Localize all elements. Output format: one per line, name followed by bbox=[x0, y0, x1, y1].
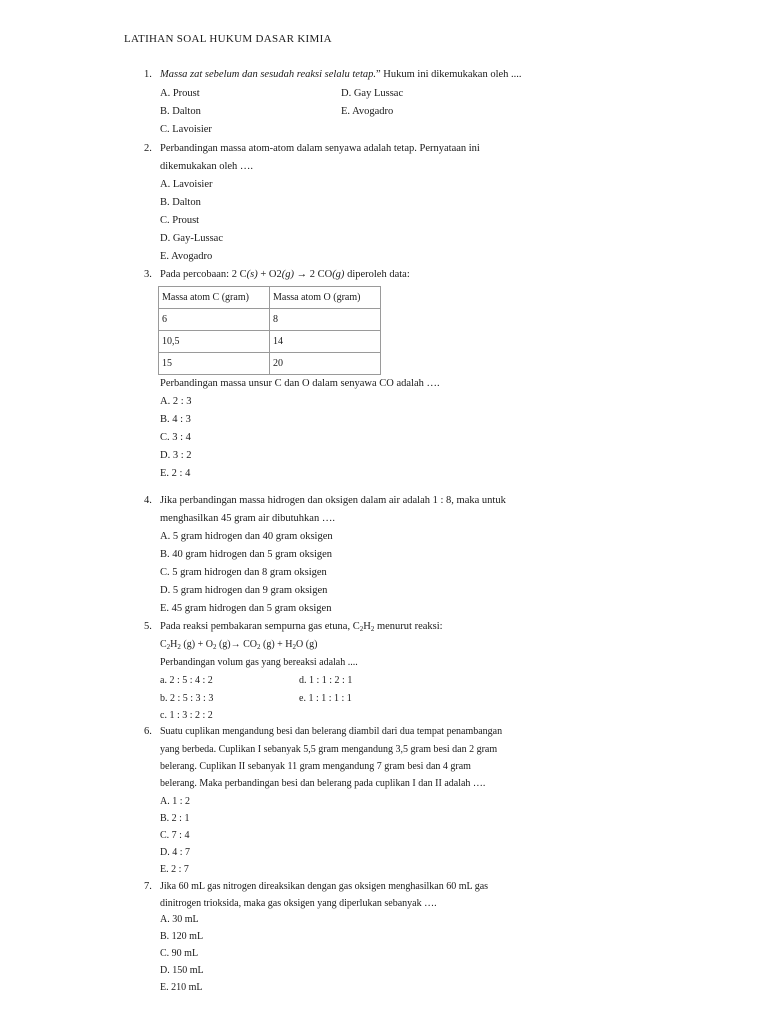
option: C. 3 : 4 bbox=[160, 432, 191, 443]
question-number: 3. bbox=[144, 269, 152, 280]
option: e. 1 : 1 : 1 : 1 bbox=[299, 693, 352, 704]
option: B. 4 : 3 bbox=[160, 414, 191, 425]
option: B. Dalton bbox=[160, 197, 201, 208]
subscript: 2 bbox=[292, 643, 297, 651]
option: C. 5 gram hidrogen dan 8 gram oksigen bbox=[160, 567, 327, 578]
option: D. 4 : 7 bbox=[160, 847, 190, 858]
question-text: Perbandingan volum gas yang bereaksi adalah .... bbox=[160, 657, 358, 668]
table-header-row bbox=[159, 287, 381, 309]
text-part: Pada reaksi pembakaran sempurna gas etuna, C bbox=[160, 621, 360, 632]
question-text: Perbandingan massa unsur C dan O dalam senyawa CO adalah …. bbox=[160, 378, 440, 389]
option: E. Avogadro bbox=[341, 106, 394, 117]
text-part: H bbox=[363, 621, 371, 632]
question-text: Perbandingan massa atom-atom dalam senyawa adalah tetap. Pernyataan ini bbox=[160, 143, 480, 154]
option: D. 3 : 2 bbox=[160, 450, 192, 461]
eq-state: (g) bbox=[281, 269, 294, 280]
subscript: 2 bbox=[359, 625, 364, 633]
question-text: Suatu cuplikan mengandung besi dan belerang diambil dari dua tempat penambangan bbox=[160, 726, 503, 737]
table-row bbox=[159, 309, 381, 331]
option: C. Lavoisier bbox=[160, 124, 212, 135]
option: E. 2 : 7 bbox=[160, 864, 189, 875]
question-text-rest: ” Hukum ini dikemukakan oleh .... bbox=[376, 69, 522, 80]
question-number: 6. bbox=[144, 726, 152, 737]
document-title: LATIHAN SOAL HUKUM DASAR KIMIA bbox=[124, 33, 332, 45]
option: b. 2 : 5 : 3 : 3 bbox=[160, 693, 214, 704]
table-row bbox=[159, 331, 381, 353]
option: C. 7 : 4 bbox=[160, 830, 190, 841]
option: A. 2 : 3 bbox=[160, 396, 192, 407]
eq-part: → 2 CO bbox=[293, 269, 333, 280]
option: E. 210 mL bbox=[160, 982, 203, 993]
text-part: menurut reaksi: bbox=[374, 621, 443, 632]
eq-part: (g) + O bbox=[180, 639, 213, 650]
reaction-equation bbox=[160, 638, 317, 654]
option: D. Gay-Lussac bbox=[160, 233, 223, 244]
table-header-cell: Massa atom O (gram) bbox=[270, 287, 381, 309]
question-number: 1. bbox=[144, 69, 152, 80]
subscript: 2 bbox=[177, 643, 181, 651]
option: c. 1 : 3 : 2 : 2 bbox=[160, 710, 213, 721]
option: D. 5 gram hidrogen dan 9 gram oksigen bbox=[160, 585, 328, 596]
eq-part: + O2 bbox=[257, 269, 282, 280]
option: A. 1 : 2 bbox=[160, 796, 190, 807]
eq-state: (s) bbox=[246, 269, 258, 280]
table-cell: 8 bbox=[270, 309, 381, 331]
reaction-equation bbox=[160, 268, 410, 281]
option: B. 2 : 1 bbox=[160, 813, 190, 824]
eq-state: (g) bbox=[332, 269, 345, 280]
table-cell: 15 bbox=[159, 353, 270, 375]
table-header-cell: Massa atom C (gram) bbox=[159, 287, 270, 309]
question-text: belerang. Maka perbandingan besi dan belerang pada cuplikan I dan II adalah …. bbox=[160, 778, 486, 789]
option: A. 30 mL bbox=[160, 914, 199, 925]
option: A. Lavoisier bbox=[160, 179, 213, 190]
option: E. 45 gram hidrogen dan 5 gram oksigen bbox=[160, 603, 332, 614]
question-number: 2. bbox=[144, 143, 152, 154]
option: a. 2 : 5 : 4 : 2 bbox=[160, 675, 213, 686]
option: E. Avogadro bbox=[160, 251, 213, 262]
subscript: 2 bbox=[212, 643, 217, 651]
option: D. Gay Lussac bbox=[341, 88, 404, 99]
eq-part: (g) + H bbox=[260, 639, 293, 650]
subscript: 2 bbox=[370, 625, 375, 633]
question-number: 4. bbox=[144, 495, 152, 506]
table-cell: 6 bbox=[159, 309, 270, 331]
question-text: yang berbeda. Cuplikan I sebanyak 5,5 gram mengandung 3,5 gram besi dan 2 gram bbox=[160, 744, 498, 755]
option: D. 150 mL bbox=[160, 965, 204, 976]
option: d. 1 : 1 : 2 : 1 bbox=[299, 675, 353, 686]
option: A. Proust bbox=[160, 88, 200, 99]
eq-part: C bbox=[160, 639, 167, 650]
question-text: Jika 60 mL gas nitrogen direaksikan dengan gas oksigen menghasilkan 60 mL gas bbox=[160, 881, 489, 892]
mass-data-table bbox=[158, 286, 381, 375]
eq-part: (g)→ CO bbox=[216, 639, 257, 650]
eq-part: Pada percobaan: 2 C bbox=[160, 269, 247, 280]
table-cell: 14 bbox=[270, 331, 381, 353]
question-text-italic: Massa zat sebelum dan sesudah reaksi selalu tetap. bbox=[160, 69, 377, 80]
question-text: dinitrogen trioksida, maka gas oksigen yang diperlukan sebanyak …. bbox=[160, 898, 437, 909]
question-text bbox=[160, 68, 522, 81]
option: B. Dalton bbox=[160, 106, 201, 117]
option: C. Proust bbox=[160, 215, 200, 226]
question-text: Jika perbandingan massa hidrogen dan oksigen dalam air adalah 1 : 8, maka untuk bbox=[160, 495, 506, 506]
eq-part: H bbox=[170, 639, 178, 650]
option: B. 120 mL bbox=[160, 931, 204, 942]
question-text: menghasilkan 45 gram air dibutuhkan …. bbox=[160, 513, 335, 524]
option: C. 90 mL bbox=[160, 948, 199, 959]
subscript: 2 bbox=[257, 643, 261, 651]
question-text: belerang. Cuplikan II sebanyak 11 gram mengandung 7 gram besi dan 4 gram bbox=[160, 761, 471, 772]
table-cell: 10,5 bbox=[159, 331, 270, 353]
table-row bbox=[159, 353, 381, 375]
question-number: 5. bbox=[144, 621, 152, 632]
option: E. 2 : 4 bbox=[160, 468, 191, 479]
eq-part: O (g) bbox=[296, 639, 318, 650]
option: B. 40 gram hidrogen dan 5 gram oksigen bbox=[160, 549, 333, 560]
question-text bbox=[160, 620, 443, 636]
question-number: 7. bbox=[144, 881, 152, 892]
eq-part: diperoleh data: bbox=[344, 269, 410, 280]
subscript: 2 bbox=[166, 643, 171, 651]
table-cell: 20 bbox=[270, 353, 381, 375]
question-text: dikemukakan oleh …. bbox=[160, 161, 254, 172]
option: A. 5 gram hidrogen dan 40 gram oksigen bbox=[160, 531, 333, 542]
